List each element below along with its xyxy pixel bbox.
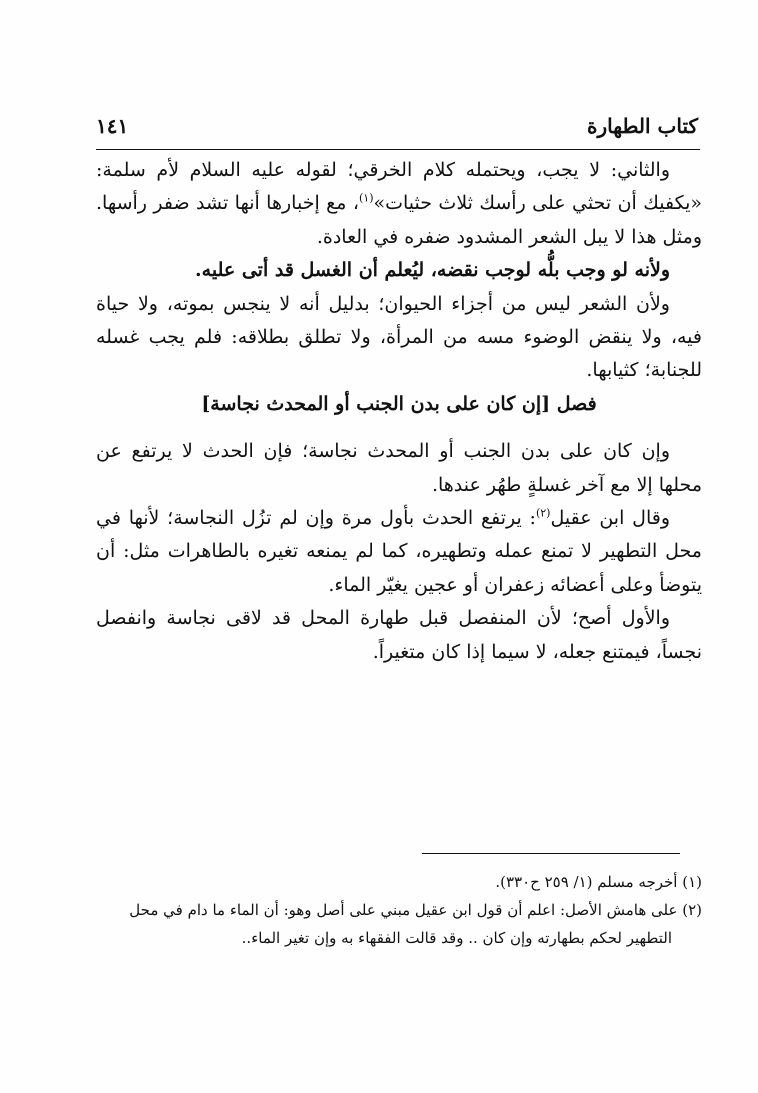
footnote-1: (١) أخرجه مسلم (١/ ٢٥٩ ح٣٣٠). [495, 873, 702, 891]
footnote-2-line-1: (٢) على هامش الأصل: اعلم أن قول ابن عقيل مبني على أصل وهو: أن الماء ما دام في محل [129, 901, 702, 919]
footnotes [96, 868, 702, 952]
footnote-2-line-2: التطهير لحكم بطهارته وإن كان .. وقد قالت الفقهاء به وإن تغير الماء.. [241, 929, 672, 947]
main-text [96, 154, 702, 669]
paragraph-6: والأول أصح؛ لأن المنفصل قبل طهارة المحل قد لاقى نجاسة وانفصل نجساً، فيمتنع جعله، لا سيما إذا كان متغيراً. [96, 607, 702, 663]
paragraph-3: ولأن الشعر ليس من أجزاء الحيوان؛ بدليل أنه لا ينجس بموته، ولا حياة فيه، ولا ينقض الوضوء مسه من المرأة، ولا تطلق بطلاقه: فلم يجب غسله للجنابة؛ كثيابها. [96, 292, 702, 382]
footnote-ref-2: (٢) [535, 506, 551, 520]
page-header [96, 114, 698, 148]
header-rule [96, 149, 700, 150]
chapter-title: كتاب الطهارة [587, 114, 698, 138]
footnote-ref-1: (١) [358, 192, 374, 206]
page-number: ١٤١ [96, 114, 129, 138]
footnote-rule [422, 853, 680, 854]
paragraph-5: وقال ابن عقيل$^{(٢)}$: يرتفع الحدث بأول مرة وإن لم تزُل النجاسة؛ لأنها في محل التطهير لا تمنع عمله وتطهيره، كما لم يمنعه تغيره بالطاهرات مثل: أن يتوضأ وعلى أعضائه زعفران أو عجين يغيّر الماء. [96, 506, 702, 596]
section-heading: فصل [إن كان على بدن الجنب أو المحدث نجاسة] [201, 392, 597, 415]
paragraph-1: والثاني: لا يجب، ويحتمله كلام الخرقي؛ لقوله عليه السلام لأم سلمة: «يكفيك أن تحثي على رأسك ثلاث حثيات»$^{(١)}$، مع إخبارها أنها تشد ضفر رأسها. ومثل هذا لا يبل الشعر المشدود ضفره في العادة. [96, 159, 703, 248]
paragraph-2: ولأنه لو وجب بلُّه لوجب نقضه، ليُعلم أن الغسل قد أتى عليه. [195, 259, 670, 282]
paragraph-4: وإن كان على بدن الجنب أو المحدث نجاسة؛ فإن الحدث لا يرتفع عن محلها إلا مع آخر غسلةٍ طهُر عندها. [96, 440, 702, 496]
